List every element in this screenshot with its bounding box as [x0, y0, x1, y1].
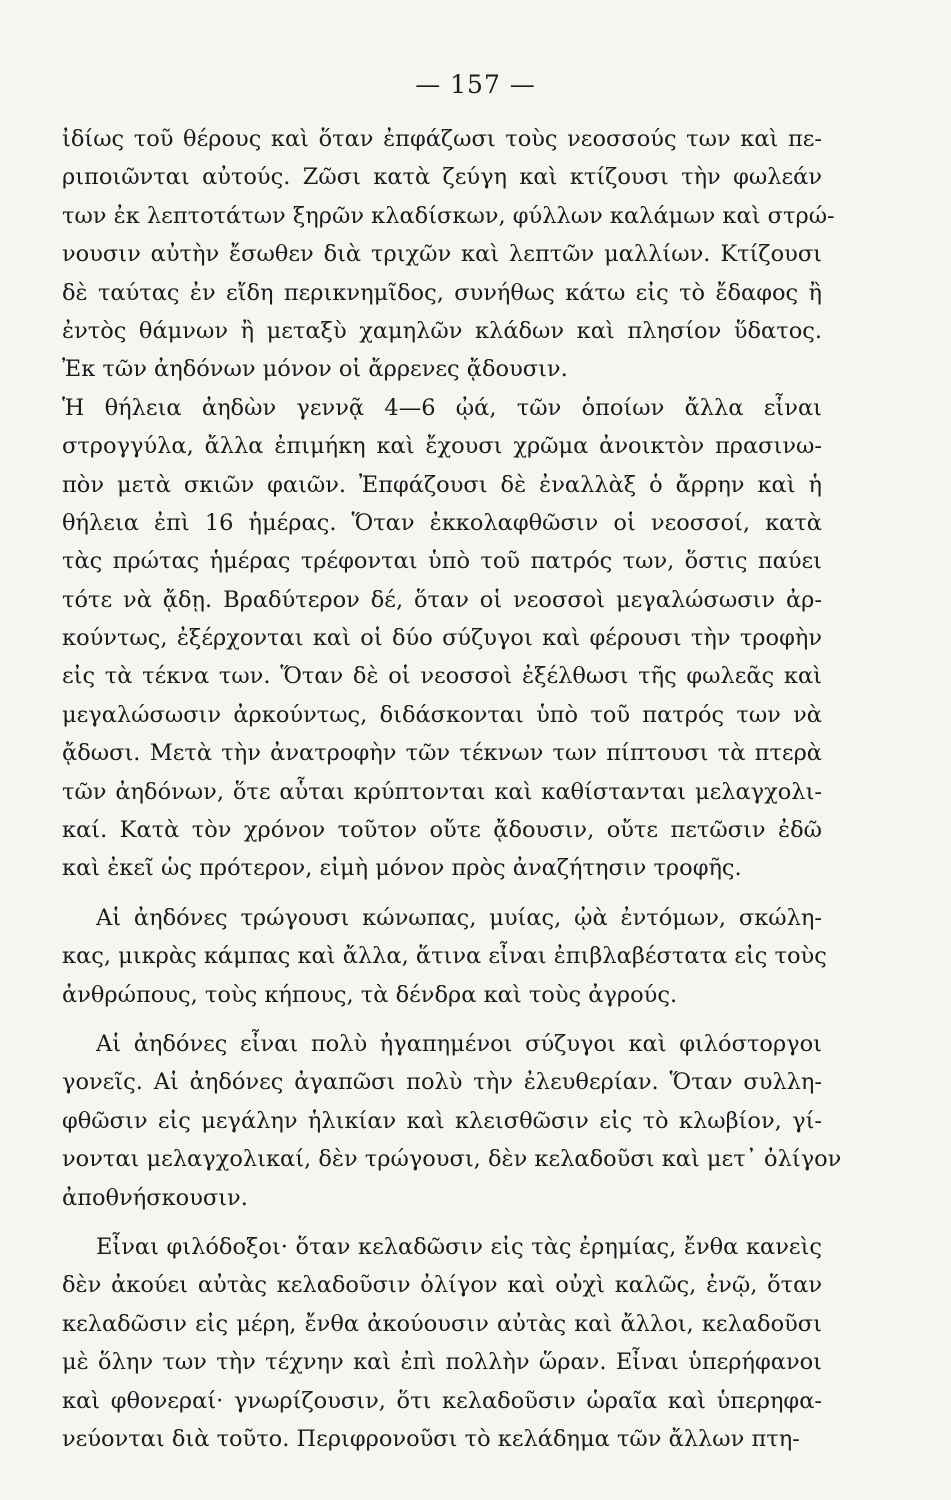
- page-number: — 157 —: [415, 70, 536, 99]
- text-line: των ἐκ λεπτοτάτων ξηρῶν κλαδίσκων, φύλλων καλάμων καὶ στρώ-: [62, 202, 835, 229]
- body-text: [62, 120, 842, 1458]
- text-line: καί. Κατὰ τὸν χρόνον τοῦτον οὔτε ᾄδουσιν, οὔτε πετῶσιν ἐδῶ: [62, 817, 822, 844]
- text-line: Εἶναι φιλόδοξοι· ὅταν κελαδῶσιν εἰς τὰς ἐρημίας, ἔνθα κανεὶς: [96, 1233, 822, 1260]
- paragraph: [62, 389, 822, 888]
- text-line: τότε νὰ ᾄδῃ. Βραδύτερον δέ, ὅταν οἱ νεοσσοὶ μεγαλώσωσιν ἀρ-: [62, 586, 822, 613]
- paragraph: [62, 1025, 842, 1217]
- text-line: καὶ φθονεραί· γνωρίζουσιν, ὅτι κελαδοῦσιν ὡραῖα καὶ ὑπερηφα-: [62, 1387, 822, 1414]
- paragraph-gap: [62, 1014, 822, 1025]
- text-line: ᾄδωσι. Μετὰ τὴν ἀνατροφὴν τῶν τέκνων των πίπτουσι τὰ πτερὰ: [62, 740, 822, 767]
- text-line: γονεῖς. Αἱ ἀηδόνες ἀγαπῶσι πολὺ τὴν ἐλευθερίαν. Ὅταν συλλη-: [62, 1069, 822, 1096]
- paragraph-gap: [62, 1217, 822, 1228]
- text-line: φθῶσιν εἰς μεγάλην ἡλικίαν καὶ κλεισθῶσιν εἰς τὸ κλωβίον, γί-: [62, 1107, 822, 1134]
- text-line: Ἐκ τῶν ἀηδόνων μόνον οἱ ἄρρενες ᾄδουσιν.: [62, 356, 568, 383]
- text-line: τῶν ἀηδόνων, ὅτε αὗται κρύπτονται καὶ καθίστανται μελαγχολι-: [62, 778, 822, 805]
- text-line: δὲ ταύτας ἐν εἴδη περικνημῖδος, συνήθως κάτω εἰς τὸ ἔδαφος ἢ: [62, 279, 822, 306]
- text-line: δὲν ἀκούει αὐτὰς κελαδοῦσιν ὀλίγον καὶ οὐχὶ καλῶς, ἐνῷ, ὅταν: [62, 1272, 822, 1299]
- text-line: ριποιῶνται αὐτούς. Ζῶσι κατὰ ζεύγη καὶ κτίζουσι τὴν φωλεάν: [62, 164, 822, 191]
- text-line: νονται μελαγχολικαί, δὲν τρώγουσι, δὲν κελαδοῦσι καὶ μετ᾽ ὀλίγον: [62, 1146, 842, 1173]
- text-line: κελαδῶσιν εἰς μέρη, ἔνθα ἀκούουσιν αὐτὰς καὶ ἄλλοι, κελαδοῦσι: [62, 1310, 822, 1337]
- text-line: Αἱ ἀηδόνες τρώγουσι κώνωπας, μυίας, ᾠὰ ἐντόμων, σκώλη-: [96, 904, 822, 931]
- text-line: ἀποθνήσκουσιν.: [62, 1184, 248, 1211]
- text-line: μὲ ὅλην των τὴν τέχνην καὶ ἐπὶ πολλὴν ὥραν. Εἶναι ὑπερήφανοι: [62, 1349, 822, 1376]
- paragraph-gap: [62, 888, 822, 899]
- paragraph: [62, 1228, 822, 1458]
- paragraph: [62, 120, 835, 389]
- text-line: Ἡ θήλεια ἀηδὼν γεννᾷ 4—6 ᾠά, τῶν ὁποίων ἄλλα εἶναι: [62, 394, 822, 421]
- text-line: στρογγύλα, ἄλλα ἐπιμήκη καὶ ἔχουσι χρῶμα ἀνοικτὸν πρασινω-: [62, 433, 822, 460]
- text-line: ἐντὸς θάμνων ἢ μεταξὺ χαμηλῶν κλάδων καὶ πλησίον ὕδατος.: [62, 317, 822, 344]
- text-line: ἰδίως τοῦ θέρους καὶ ὅταν ἐπφάζωσι τοὺς νεοσσούς των καὶ πε-: [62, 126, 822, 152]
- text-line: καὶ ἐκεῖ ὡς πρότερον, εἰμὴ μόνον πρὸς ἀναζήτησιν τροφῆς.: [62, 855, 742, 882]
- text-line: τὰς πρώτας ἡμέρας τρέφονται ὑπὸ τοῦ πατρός των, ὅστις παύει: [62, 548, 822, 575]
- text-line: κούντως, ἐξέρχονται καὶ οἱ δύο σύζυγοι καὶ φέρουσι τὴν τροφὴν: [62, 625, 822, 652]
- text-line: θήλεια ἐπὶ 16 ἡμέρας. Ὅταν ἐκκολαφθῶσιν οἱ νεοσσοί, κατὰ: [62, 509, 822, 536]
- text-line: Αἱ ἀηδόνες εἶναι πολὺ ἠγαπημένοι σύζυγοι καὶ φιλόστοργοι: [96, 1030, 822, 1057]
- text-line: πὸν μετὰ σκιῶν φαιῶν. Ἐπφάζουσι δὲ ἐναλλὰξ ὁ ἄρρην καὶ ἡ: [62, 471, 822, 498]
- text-line: νουσιν αὐτὴν ἔσωθεν διὰ τριχῶν καὶ λεπτῶν μαλλίων. Κτίζουσι: [62, 241, 822, 268]
- text-line: εἰς τὰ τέκνα των. Ὅταν δὲ οἱ νεοσσοὶ ἐξέλθωσι τῆς φωλεᾶς καὶ: [62, 663, 822, 690]
- text-line: ἀνθρώπους, τοὺς κήπους, τὰ δένδρα καὶ τοὺς ἀγρούς.: [62, 981, 678, 1008]
- text-line: μεγαλώσωσιν ἀρκούντως, διδάσκονται ὑπὸ τοῦ πατρός των νὰ: [62, 701, 822, 728]
- text-line: κας, μικρὰς κάμπας καὶ ἄλλα, ἅτινα εἶναι ἐπιβλαβέστατα εἰς τοὺς: [62, 943, 827, 970]
- text-line: νεύονται διὰ τοῦτο. Περιφρονοῦσι τὸ κελάδημα τῶν ἄλλων πτη-: [62, 1425, 800, 1452]
- paragraph: [62, 899, 827, 1014]
